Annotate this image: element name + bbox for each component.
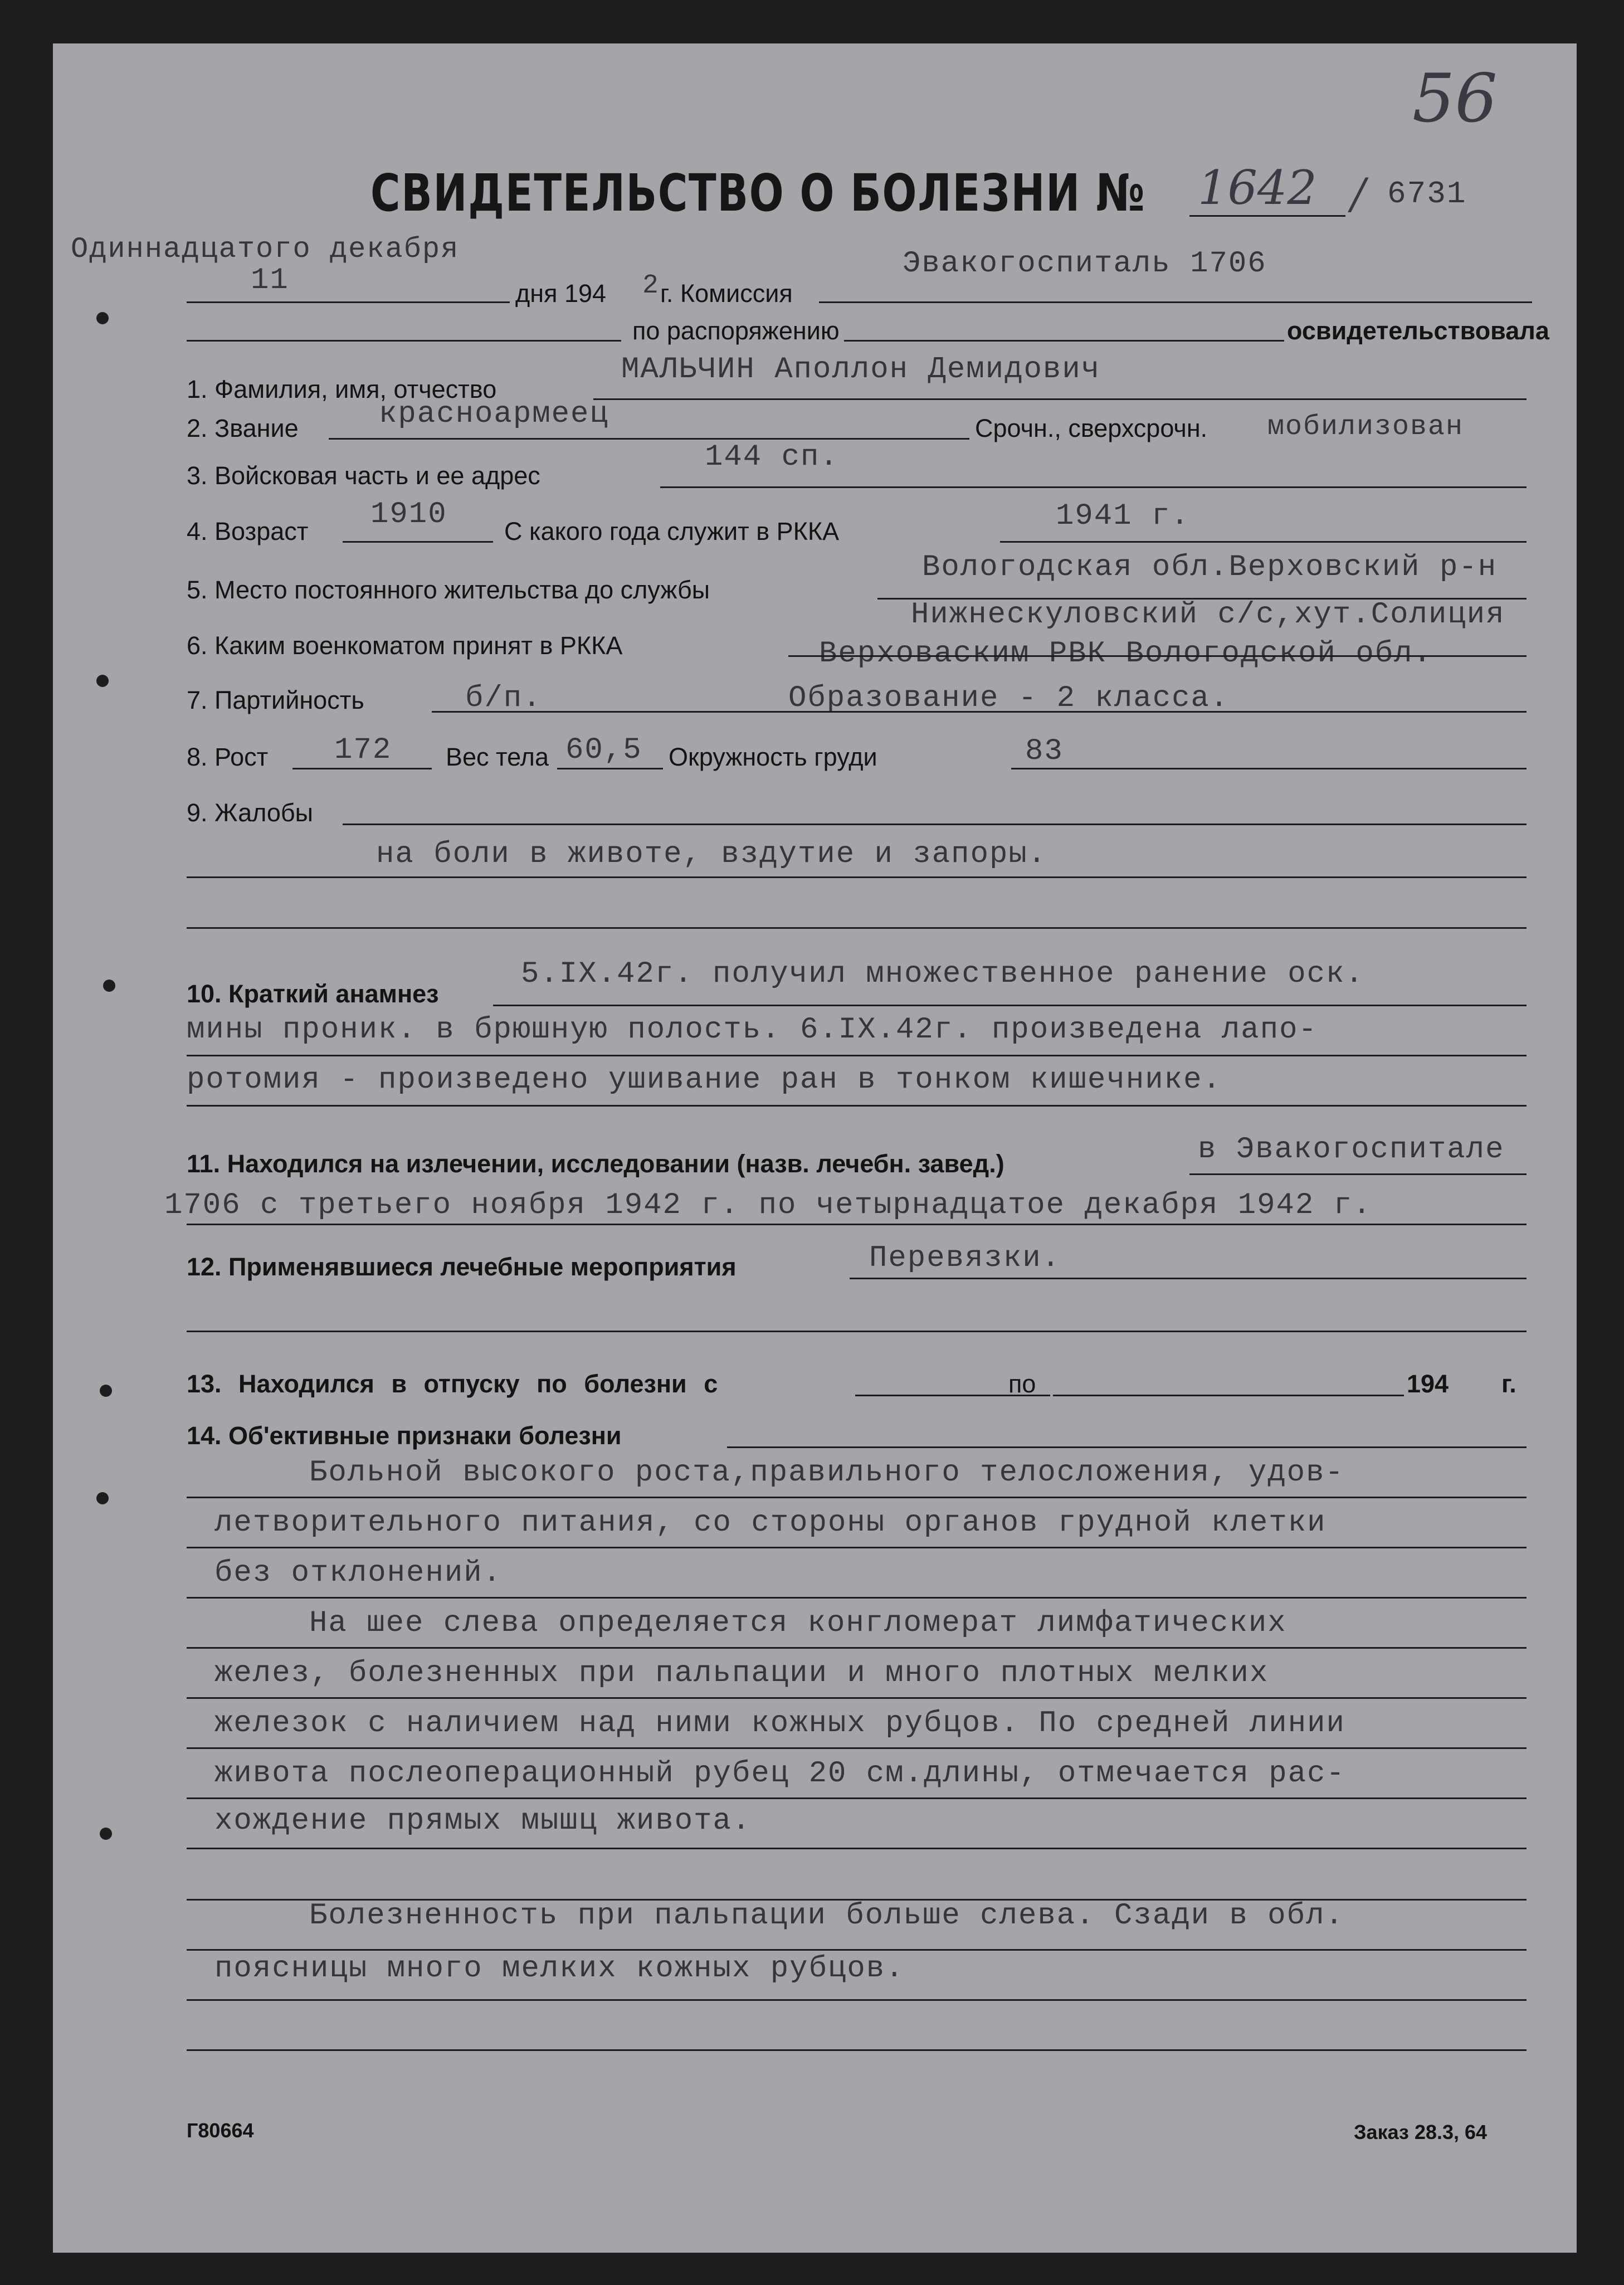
age-value: 1910 [370, 498, 447, 532]
commissariat-label: 6. Каким военкоматом принят в РККА [187, 631, 623, 660]
document-sheet [53, 43, 1577, 2253]
height-label: 8. Рост [187, 743, 269, 771]
certificate-number-slash: / [1351, 169, 1365, 218]
certificate-number-typed: 6731 [1387, 176, 1467, 212]
examined-label: освидетельствовала [1287, 316, 1549, 345]
objective-line: поясницы много мелких кожных рубцов. [214, 1952, 905, 1986]
weight-label: Вес тела [446, 743, 549, 771]
name-value: МАЛЬЧИН Аполлон Демидович [621, 353, 1101, 387]
procedures-label: 12. Применявшиеся лечебные мероприятия [187, 1253, 737, 1281]
order-label: по распоряжению [632, 316, 840, 345]
objective-line: хождение прямых мышц живота. [214, 1804, 752, 1838]
name-rule [593, 398, 1527, 400]
unit-label: 3. Войсковая часть и ее адрес [187, 461, 540, 490]
objective-line: живота послеоперационный рубец 20 см.длины, отмечается рас- [214, 1757, 1345, 1791]
punch-hole [103, 980, 115, 992]
service-value: мобилизован [1267, 411, 1464, 443]
procedures-value: Перевязки. [869, 1241, 1061, 1275]
commission-name: Эвакогоспиталь 1706 [903, 247, 1267, 281]
leave-g-label: г. [1501, 1370, 1516, 1398]
title-number-rule [1189, 215, 1345, 217]
service-since-label: С какого года служит в РККА [504, 517, 840, 545]
objective-rule [187, 1949, 1527, 1951]
objective-rule-0 [727, 1446, 1527, 1448]
order-rule-right [844, 340, 1284, 342]
party-rule [432, 711, 1527, 713]
anamnesis-line-1: 5.IX.42г. получил множественное ранение оск. [521, 957, 1364, 991]
unit-rule [660, 486, 1527, 488]
service-since-value: 1941 г. [1056, 499, 1190, 533]
unit-value: 144 сп. [705, 440, 839, 474]
treatment-place-rule-2 [187, 1224, 1527, 1225]
print-order: Заказ 28.3, 64 [1354, 2121, 1488, 2143]
leave-label: 13. Находился в отпуску по болезни с [187, 1370, 718, 1398]
residence-label: 5. Место постоянного жительства до службы [187, 576, 710, 604]
rank-rule [329, 438, 969, 440]
treatment-place-label: 11. Находился на излечении, исследовании (назв. лечебн. завед.) [187, 1149, 1004, 1178]
objective-line: желез, болезненных при пальпации и много плотных мелких [214, 1656, 1269, 1690]
age-label: 4. Возраст [187, 517, 309, 545]
residence-value-line1: Вологодская обл.Верховский р-н [922, 550, 1498, 584]
complaints-label: 9. Жалобы [187, 798, 314, 827]
objective-line: летворительного питания, со стороны органов грудной клетки [214, 1506, 1326, 1540]
objective-rule [187, 1747, 1527, 1749]
complaints-rule-3 [187, 927, 1527, 929]
anamnesis-rule-1 [493, 1005, 1527, 1006]
objective-line: железок с наличием над ними кожных рубцов. По средней линии [214, 1707, 1345, 1741]
commission-rule [819, 301, 1532, 303]
anamnesis-rule-3 [187, 1105, 1527, 1107]
anamnesis-line-2: мины проник. в брюшную полость. 6.IX.42г. произведена лапо- [187, 1013, 1318, 1047]
objective-rule [187, 2049, 1527, 2051]
procedures-rule-2 [187, 1331, 1527, 1332]
objective-rule [187, 1797, 1527, 1799]
service-since-rule [1000, 541, 1527, 543]
date-year-label: г. Комиссия [660, 279, 793, 308]
objective-line: Больной высокого роста,правильного телосложения, удов- [309, 1456, 1344, 1490]
weight-rule [557, 768, 663, 769]
punch-hole [100, 1828, 112, 1840]
certificate-number-handwritten: 1642 [1198, 160, 1317, 215]
anamnesis-line-3: ротомия - произведено ушивание ран в тонком кишечнике. [187, 1063, 1222, 1097]
date-day-label: дня 194 [515, 279, 607, 308]
name-label: 1. Фамилия, имя, отчество [187, 375, 497, 403]
age-rule [343, 541, 493, 543]
objective-rule [187, 1848, 1527, 1849]
service-label: Срочн., сверхсрочн. [975, 414, 1208, 442]
order-rule-left [187, 340, 621, 342]
objective-label: 14. Об'ективные признаки болезни [187, 1421, 622, 1450]
anamnesis-label: 10. Краткий анамнез [187, 980, 439, 1008]
leave-year-label: 194 [1407, 1370, 1449, 1398]
objective-rule [187, 1597, 1527, 1599]
commissariat-rule [788, 655, 1527, 657]
treatment-place-rule-1 [1189, 1173, 1527, 1175]
objective-rule [187, 1647, 1527, 1649]
punch-hole [96, 312, 109, 324]
treatment-place-value-1: в Эвакогоспитале [1198, 1133, 1505, 1167]
date-day: 11 [251, 264, 289, 298]
date-day-rule [187, 301, 510, 303]
procedures-rule-1 [850, 1278, 1527, 1279]
document-title: СВИДЕТЕЛЬСТВО О БОЛЕЗНИ № [370, 163, 1146, 223]
complaints-rule-2 [187, 876, 1527, 878]
complaints-rule-1 [343, 824, 1527, 825]
chest-value: 83 [1025, 734, 1064, 768]
chest-label: Окружность груди [669, 743, 877, 771]
rank-value: красноармеец [379, 397, 609, 431]
rank-label: 2. Звание [187, 414, 299, 442]
commissariat-value: Верховаским РВК Вологодской обл. [819, 637, 1432, 671]
punch-hole [96, 1492, 109, 1504]
objective-rule [187, 1697, 1527, 1699]
punch-hole [96, 675, 109, 687]
objective-rule [187, 1547, 1527, 1548]
objective-line: На шее слева определяется конгломерат лимфатических [309, 1606, 1287, 1640]
objective-rule [187, 1899, 1527, 1901]
objective-line: без отклонений. [214, 1556, 503, 1590]
archive-number: 56 [1412, 60, 1498, 138]
leave-to-rule [1053, 1395, 1404, 1396]
residence-value-line2: Нижнескуловский с/с,хут.Солиция [911, 598, 1505, 632]
party-label: 7. Партийность [187, 686, 364, 714]
objective-line: Болезненность при пальпации больше слева. Сзади в обл. [309, 1899, 1344, 1933]
date-day-words: Одиннадцатого декабря [71, 233, 460, 266]
height-rule [292, 768, 432, 769]
treatment-place-value-2: 1706 с третьего ноября 1942 г. по четырнадцатое декабря 1942 г. [164, 1188, 1372, 1222]
objective-rule [187, 1999, 1527, 2001]
form-code: Г80664 [187, 2119, 254, 2142]
punch-hole [100, 1385, 112, 1397]
anamnesis-rule-2 [187, 1055, 1527, 1056]
weight-value: 60,5 [565, 733, 642, 767]
complaints-value: на боли в животе, вздутие и запоры. [376, 837, 1047, 871]
education-value: Образование - 2 класса. [788, 681, 1230, 715]
date-year-suffix: 2 [642, 271, 660, 301]
objective-rule [187, 1497, 1527, 1498]
chest-rule [1011, 768, 1527, 769]
height-value: 172 [334, 733, 392, 767]
party-value: б/п. [465, 681, 542, 715]
leave-to-label: по [1008, 1370, 1036, 1398]
